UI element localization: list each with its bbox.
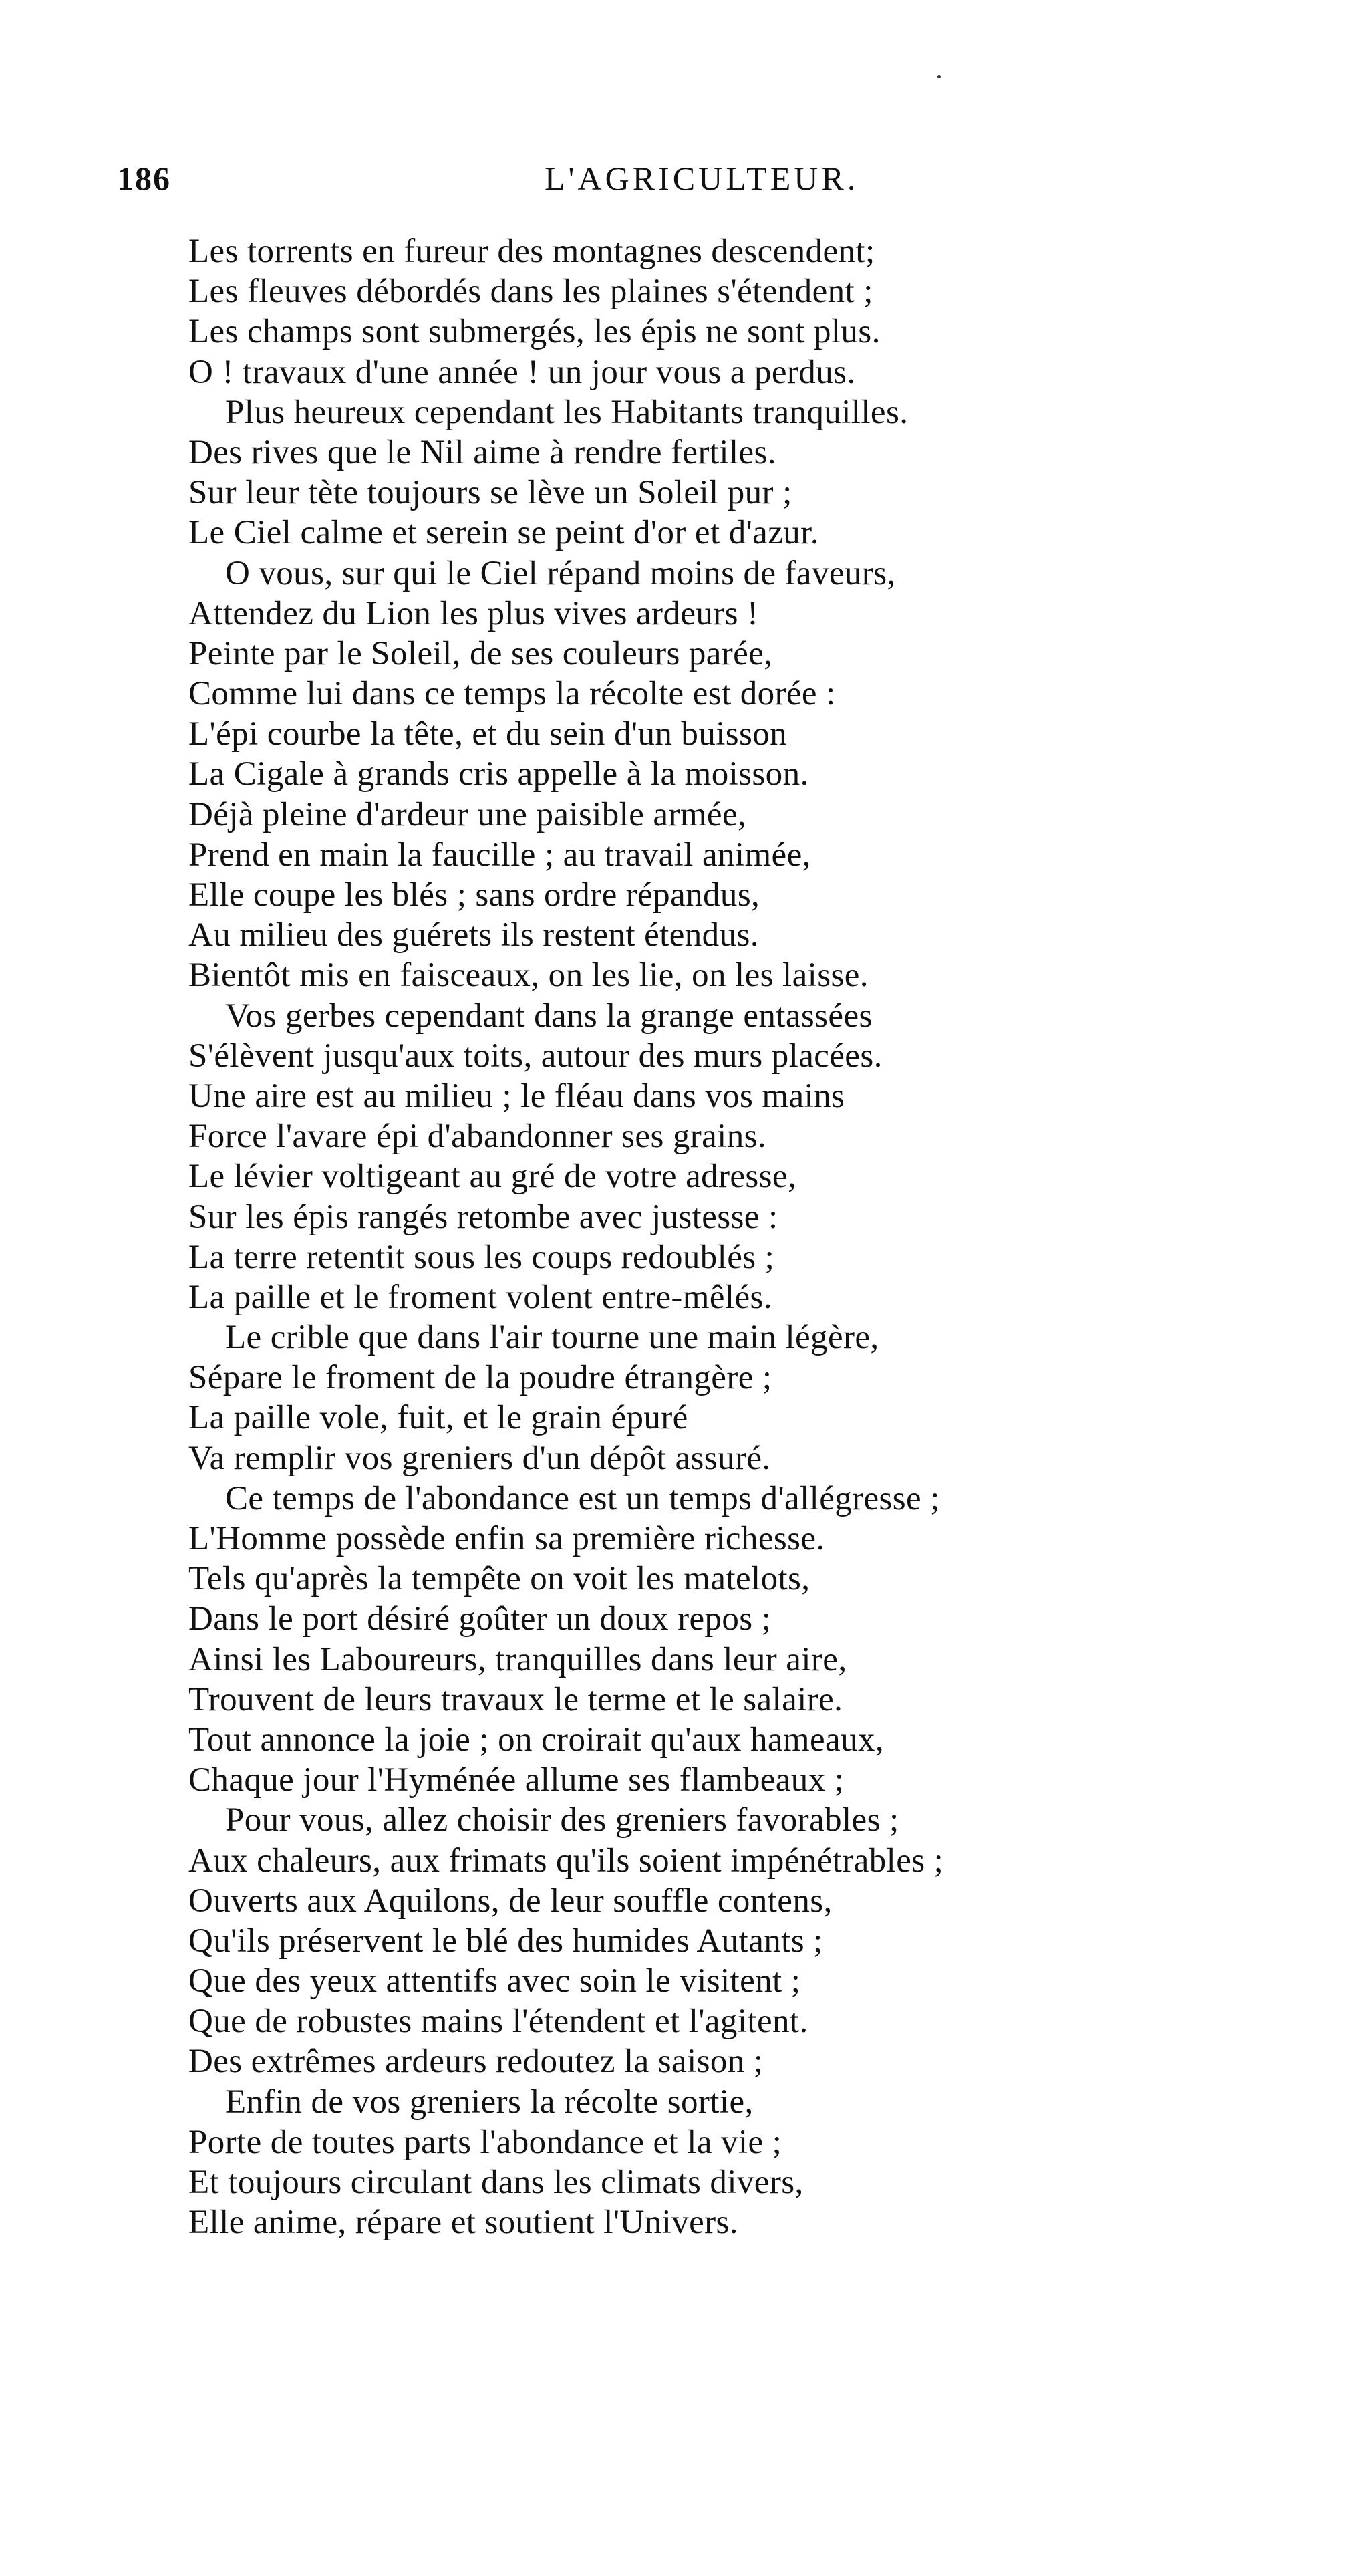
verse-line: Plus heureux cependant les Habitants tranquilles. bbox=[225, 393, 909, 431]
verse-line: Et toujours circulant dans les climats divers, bbox=[188, 2164, 804, 2201]
verse-line: Bientôt mis en faisceaux, on les lie, on les laisse. bbox=[188, 956, 869, 995]
verse-line: Aux chaleurs, aux frimats qu'ils soient impénétrables ; bbox=[188, 1841, 944, 1880]
verse-line: Qu'ils préservent le blé des humides Autants ; bbox=[188, 1922, 823, 1960]
verse-line: Au milieu des guérets ils restent étendus. bbox=[188, 916, 759, 954]
verse-line: Ce temps de l'abondance est un temps d'allégresse ; bbox=[225, 1479, 940, 1517]
verse-line: Comme lui dans ce temps la récolte est dorée : bbox=[188, 675, 836, 713]
verse-line: O vous, sur qui le Ciel répand moins de faveurs, bbox=[225, 554, 896, 592]
verse-line: Sur leur tète toujours se lève un Soleil pur ; bbox=[188, 474, 792, 512]
verse-line: Ainsi les Laboureurs, tranquilles dans leur aire, bbox=[188, 1640, 847, 1678]
verse-line: Chaque jour l'Hyménée allume ses flambeaux ; bbox=[188, 1761, 845, 1799]
verse-line: Le lévier voltigeant au gré de votre adresse, bbox=[188, 1158, 797, 1196]
stanza-4 bbox=[188, 996, 1137, 1318]
verse-line: La paille et le froment volent entre-mêlés. bbox=[188, 1278, 772, 1316]
verse-line: Sur les épis rangés retombe avec justesse : bbox=[188, 1198, 778, 1236]
verse-line: Vos gerbes cependant dans la grange entassées bbox=[225, 997, 873, 1035]
verse-line: Les champs sont submergés, les épis ne sont plus. bbox=[188, 313, 881, 351]
verse-line: Prend en main la faucille ; au travail animée, bbox=[188, 835, 811, 874]
verse-line: Le Ciel calme et serein se peint d'or et d'azur. bbox=[188, 514, 819, 552]
verse-line: Porte de toutes parts l'abondance et la vie ; bbox=[188, 2123, 782, 2161]
stanza-7 bbox=[188, 1800, 1137, 2081]
verse-line: L'épi courbe la tête, et du sein d'un buisson bbox=[188, 715, 788, 753]
verse-line: Tels qu'après la tempête on voit les matelots, bbox=[188, 1560, 810, 1598]
verse-line: Tout annonce la joie ; on croirait qu'aux hameaux, bbox=[188, 1720, 885, 1759]
verse-line: Dans le port désiré goûter un doux repos ; bbox=[188, 1600, 772, 1638]
stanza-8 bbox=[188, 2082, 1137, 2243]
verse-line: Des rives que le Nil aime à rendre fertiles. bbox=[188, 433, 776, 471]
verse-line: Des extrêmes ardeurs redoutez la saison ; bbox=[188, 2043, 764, 2081]
verse-line: La Cigale à grands cris appelle à la moisson. bbox=[188, 755, 809, 793]
verse-line: Va remplir vos greniers d'un dépôt assuré. bbox=[188, 1439, 771, 1477]
verse-line: Que de robustes mains l'étendent et l'agitent. bbox=[188, 2003, 808, 2041]
verse-line: L'Homme possède enfin sa première richesse. bbox=[188, 1520, 825, 1557]
verse-line: Peinte par le Soleil, de ses couleurs parée, bbox=[188, 634, 773, 672]
stanza-3 bbox=[188, 553, 1137, 996]
verse-line: Le crible que dans l'air tourne une main légère, bbox=[225, 1319, 879, 1357]
verse-line: Enfin de vos greniers la récolte sortie, bbox=[225, 2083, 754, 2121]
verse-line: Déjà pleine d'ardeur une paisible armée, bbox=[188, 795, 747, 833]
verse-line: Elle coupe les blés ; sans ordre répandus, bbox=[188, 876, 760, 914]
verse-line: Attendez du Lion les plus vives ardeurs ! bbox=[188, 594, 759, 632]
stanza-2 bbox=[188, 392, 1137, 553]
verse-line: Les fleuves débordés dans les plaines s'étendent ; bbox=[188, 273, 873, 311]
poem-text bbox=[188, 231, 1137, 2242]
verse-line: Les torrents en fureur des montagnes descendent; bbox=[188, 233, 875, 270]
stanza-5 bbox=[188, 1317, 1137, 1478]
verse-line: Ouverts aux Aquilons, de leur souffle contens, bbox=[188, 1882, 833, 1920]
verse-line: Elle anime, répare et soutient l'Univers. bbox=[188, 2204, 738, 2242]
verse-line: Force l'avare épi d'abandonner ses grains. bbox=[188, 1118, 767, 1156]
stanza-1 bbox=[188, 231, 1137, 392]
verse-line: S'élèvent jusqu'aux toits, autour des murs placées. bbox=[188, 1037, 883, 1075]
verse-line: Que des yeux attentifs avec soin le visitent ; bbox=[188, 1962, 801, 2001]
verse-line: Pour vous, allez choisir des greniers favorables ; bbox=[225, 1801, 899, 1839]
verse-line: Une aire est au milieu ; le fléau dans vos mains bbox=[188, 1077, 845, 1115]
stanza-6 bbox=[188, 1478, 1137, 1801]
verse-line: Sépare le froment de la poudre étrangère ; bbox=[188, 1359, 772, 1397]
page-header bbox=[117, 159, 1186, 206]
page-number: 186 bbox=[117, 160, 171, 197]
verse-line: La paille vole, fuit, et le grain épuré bbox=[188, 1399, 688, 1437]
running-title: L'AGRICULTEUR. bbox=[545, 160, 859, 197]
ink-speck bbox=[937, 75, 941, 78]
verse-line: Trouvent de leurs travaux le terme et le salaire. bbox=[188, 1680, 843, 1718]
verse-line: O ! travaux d'une année ! un jour vous a perdus. bbox=[188, 353, 856, 391]
verse-line: La terre retentit sous les coups redoublés ; bbox=[188, 1238, 775, 1276]
